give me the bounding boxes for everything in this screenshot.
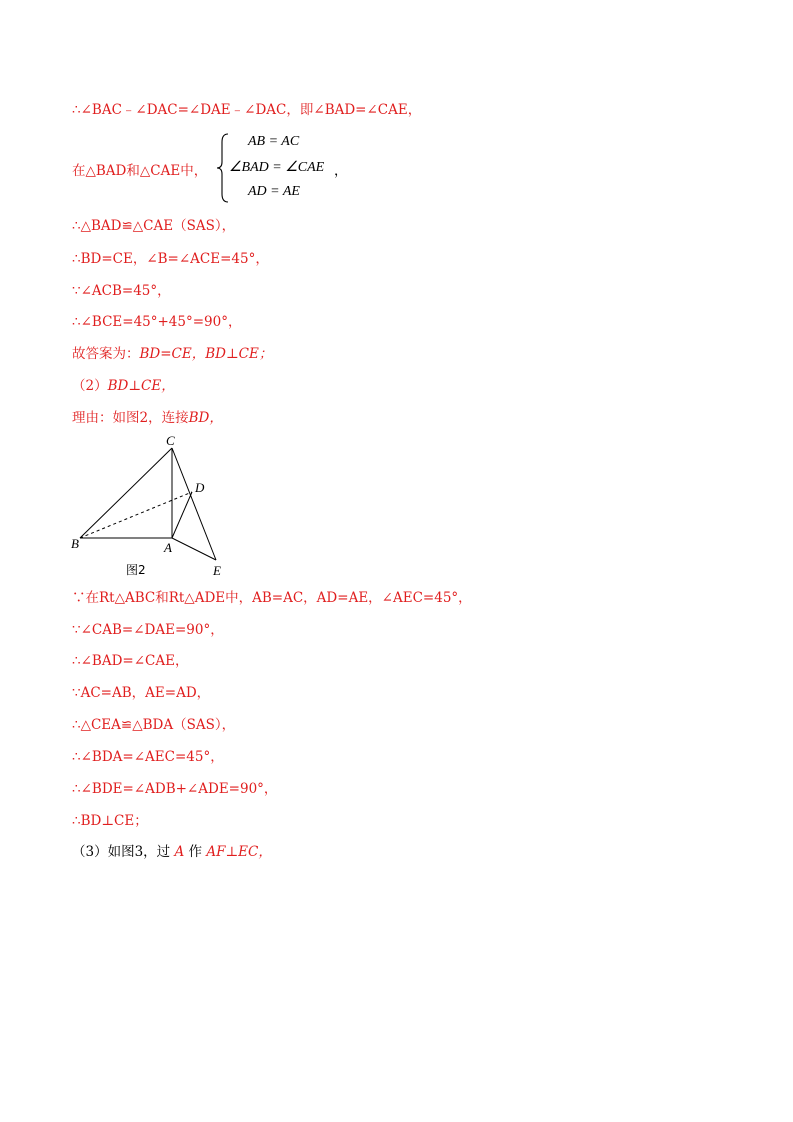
solution-line-16: ∴∠BDE=∠ADB+∠ADE=90°， (72, 781, 278, 797)
solution-line-4: ∴BD=CE，∠B=∠ACE=45°， (72, 251, 269, 267)
part-3-point: A (174, 844, 185, 860)
solution-line-6: ∴∠BCE=45°+45°=90°， (72, 314, 242, 330)
congruence-system (72, 132, 372, 204)
system-row-2: ∠BAD = ∠CAE (229, 160, 325, 175)
solution-line-3: ∴△BAD≌△CAE（SAS）， (72, 218, 236, 234)
point-label-C: C (166, 433, 175, 448)
point-label-D: D (195, 480, 205, 495)
solution-line-5: ∵∠ACB=45°， (72, 283, 171, 299)
point-label-B: B (71, 536, 79, 551)
part-2-claim: BD⊥CE， (107, 378, 175, 394)
solution-line-12: ∴∠BAD=∠CAE， (72, 653, 189, 669)
reason-line (72, 409, 223, 427)
system-trailing-comma: ， (334, 163, 348, 179)
point-label-A: A (164, 540, 172, 555)
part-2-line (72, 377, 175, 395)
solution-line-10: ∵在Rt△ABC和Rt△ADE中，AB=AC，AD=AE，∠AEC=45°， (72, 590, 472, 606)
geometry-figure-2 (68, 432, 238, 582)
answer-line (72, 345, 272, 363)
solution-line-14: ∴△CEA≌△BDA（SAS）， (72, 717, 236, 733)
solution-line-17: ∴BD⊥CE； (72, 813, 148, 829)
system-row-1: AB = AC (248, 134, 300, 149)
part-2-number: （2） (72, 378, 108, 394)
reason-segment: BD， (188, 410, 223, 426)
system-label: 在△BAD和△CAE中， (72, 163, 208, 179)
figure-caption: 图2 (126, 563, 146, 577)
reason-prefix: 理由：如图2，连接 (72, 410, 189, 426)
segment-CE (172, 448, 216, 560)
part-3-line (72, 843, 272, 861)
part-3-prefix: （3）如图3，过 (72, 844, 171, 860)
solution-line-13: ∵AC=AB，AE=AD， (72, 685, 211, 701)
answer-text: BD=CE，BD⊥CE； (139, 346, 273, 362)
system-row-3: AD = AE (248, 184, 300, 199)
part-3-verb: 作 (188, 844, 203, 860)
left-brace-icon (216, 132, 230, 204)
solution-line-15: ∴∠BDA=∠AEC=45°， (72, 749, 224, 765)
solution-line-1: ∴∠BAC﹣∠DAC=∠DAE﹣∠DAC，即∠BAD=∠CAE， (72, 102, 422, 118)
part-3-construction: AF⊥EC， (206, 844, 272, 860)
solution-line-11: ∵∠CAB=∠DAE=90°， (72, 622, 224, 638)
segment-BC (80, 448, 172, 538)
segment-AE (172, 538, 216, 560)
answer-prefix: 故答案为： (72, 346, 140, 362)
point-label-E: E (213, 563, 221, 578)
